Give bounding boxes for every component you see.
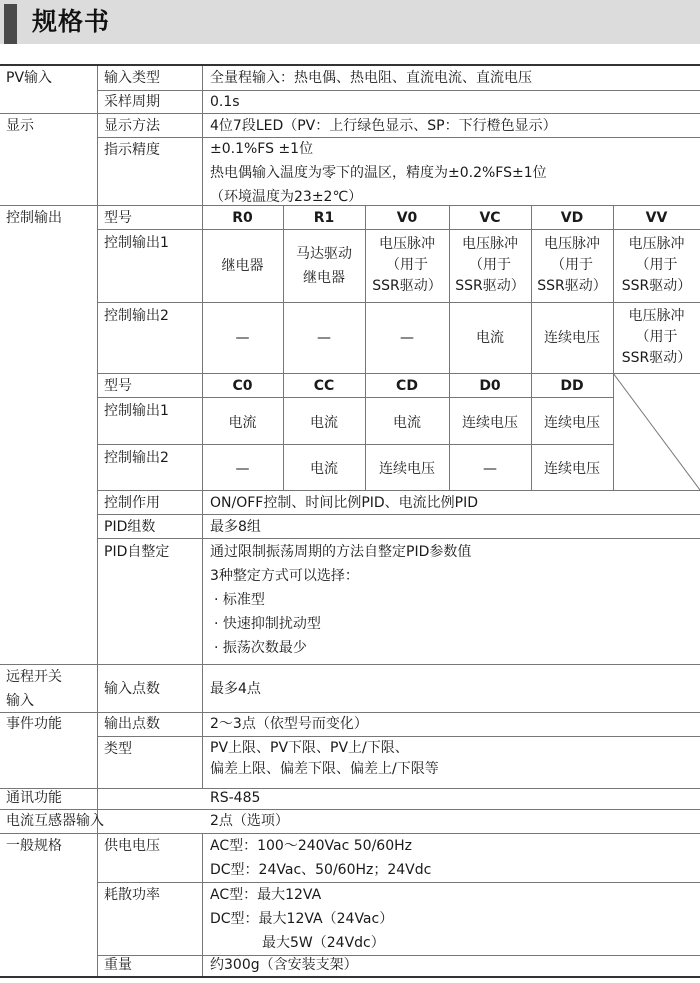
- model-d0: D0: [479, 378, 501, 394]
- output2-vd: 连续电压: [544, 330, 600, 346]
- section-remote-switch: 远程开关 输入: [6, 669, 62, 709]
- model-cc: CC: [313, 378, 335, 394]
- output2-c0: —: [235, 461, 250, 477]
- output2-dd: 连续电压: [544, 461, 600, 477]
- value-power-consumption: AC型：最大12VA DC型：最大12VA（24Vac） 最大5W（24Vdc）: [210, 887, 394, 951]
- label-power-supply: 供电电压: [104, 838, 160, 854]
- output2-vv: 电压脉冲 （用于 SSR驱动）: [621, 308, 692, 366]
- value-display-method: 4位7段LED（PV：上行绿色显示、SP：下行橙色显示）: [210, 118, 557, 134]
- label-pid-groups: PID组数: [104, 519, 156, 535]
- model-dd: DD: [560, 378, 584, 394]
- output2-d0: —: [483, 461, 497, 477]
- model-r1: R1: [313, 210, 335, 226]
- section-event: 事件功能: [6, 716, 62, 732]
- label-display-method: 显示方法: [104, 118, 160, 134]
- section-pv-input: PV输入: [6, 70, 53, 86]
- label-input-type: 输入类型: [104, 70, 160, 86]
- label-control-output-2-b: 控制输出2: [104, 450, 169, 466]
- section-general: 一般规格: [6, 838, 62, 854]
- output1-dd: 连续电压: [544, 415, 600, 431]
- output2-cc: 电流: [310, 461, 338, 477]
- section-control-output: 控制输出: [6, 210, 62, 226]
- value-ct-input: 2点（选项）: [210, 813, 289, 829]
- value-power-supply: AC型：100～240Vac 50/60Hz DC型：24Vac、50/60Hz；24Vdc: [210, 838, 432, 878]
- label-accuracy: 指示精度: [104, 142, 160, 158]
- output2-r1: —: [317, 330, 331, 346]
- output1-vv: 电压脉冲 （用于 SSR驱动）: [621, 236, 692, 294]
- model-v0: V0: [396, 210, 418, 226]
- value-communication: RS-485: [210, 790, 261, 806]
- output2-cd: 连续电压: [379, 461, 435, 477]
- label-event-type: 类型: [104, 741, 132, 757]
- label-control-output-1-b: 控制输出1: [104, 403, 169, 419]
- value-input-type: 全量程输入：热电偶、热电阻、直流电流、直流电压: [210, 70, 532, 86]
- section-ct-input: 电流互感器输入: [6, 813, 104, 829]
- label-weight: 重量: [104, 957, 132, 973]
- label-control-action: 控制作用: [104, 495, 160, 511]
- value-output-points: 2～3点（依型号而变化）: [210, 716, 368, 732]
- model-r0: R0: [232, 210, 253, 226]
- output1-r0: 继电器: [221, 258, 264, 274]
- value-event-type: PV上限、PV下限、PV上/下限、 偏差上限、偏差下限、偏差上/下限等: [210, 740, 439, 777]
- output1-c0: 电流: [228, 415, 257, 431]
- label-output-points: 输出点数: [104, 716, 160, 732]
- label-sampling-period: 采样周期: [104, 94, 160, 110]
- value-sampling-period: 0.1s: [210, 94, 240, 110]
- output1-v0: 电压脉冲 （用于 SSR驱动）: [372, 236, 442, 294]
- output1-vc: 电压脉冲 （用于 SSR驱动）: [455, 236, 525, 294]
- label-model-2: 型号: [104, 378, 132, 394]
- output1-vd: 电压脉冲 （用于 SSR驱动）: [537, 236, 607, 294]
- output2-r0: —: [235, 330, 250, 346]
- value-pid-autotune: 通过限制振荡周期的方法自整定PID参数值 3种整定方式可以选择： · 标准型 · 快速抑制扰动型 · 振荡次数最少: [210, 544, 472, 656]
- output1-cc: 电流: [310, 415, 338, 431]
- model-vd: VD: [560, 210, 584, 226]
- output1-r1: 马达驱动 继电器: [296, 246, 352, 286]
- model-c0: C0: [232, 378, 253, 394]
- output2-v0: —: [400, 330, 414, 346]
- page-title: 规格书: [32, 7, 111, 36]
- label-model: 型号: [104, 210, 132, 226]
- model-vv: VV: [645, 210, 668, 226]
- empty-cell-diagonal: [613, 373, 700, 490]
- model-vc: VC: [479, 210, 501, 226]
- output1-d0: 连续电压: [462, 415, 518, 431]
- label-control-output-2: 控制输出2: [104, 308, 169, 324]
- output2-vc: 电流: [476, 330, 504, 346]
- section-display: 显示: [6, 118, 34, 134]
- value-pid-groups: 最多8组: [210, 519, 261, 535]
- label-control-output-1: 控制输出1: [104, 235, 169, 251]
- table-bottom-rule: [0, 976, 700, 978]
- label-power-consumption: 耗散功率: [104, 887, 160, 903]
- section-communication: 通讯功能: [6, 790, 62, 806]
- header-accent-bar: [4, 4, 17, 44]
- value-input-points: 最多4点: [210, 681, 261, 697]
- output1-cd: 电流: [393, 415, 421, 431]
- value-accuracy: ±0.1%FS ±1位 热电偶输入温度为零下的温区，精度为±0.2%FS±1位 （环境温度为23±2℃）: [210, 141, 547, 205]
- model-cd: CD: [396, 378, 418, 394]
- value-weight: 约300g（含安装支架）: [210, 957, 358, 973]
- label-pid-autotune: PID自整定: [104, 544, 170, 560]
- label-input-points: 输入点数: [104, 681, 160, 697]
- value-control-action: ON/OFF控制、时间比例PID、电流比例PID: [210, 495, 479, 511]
